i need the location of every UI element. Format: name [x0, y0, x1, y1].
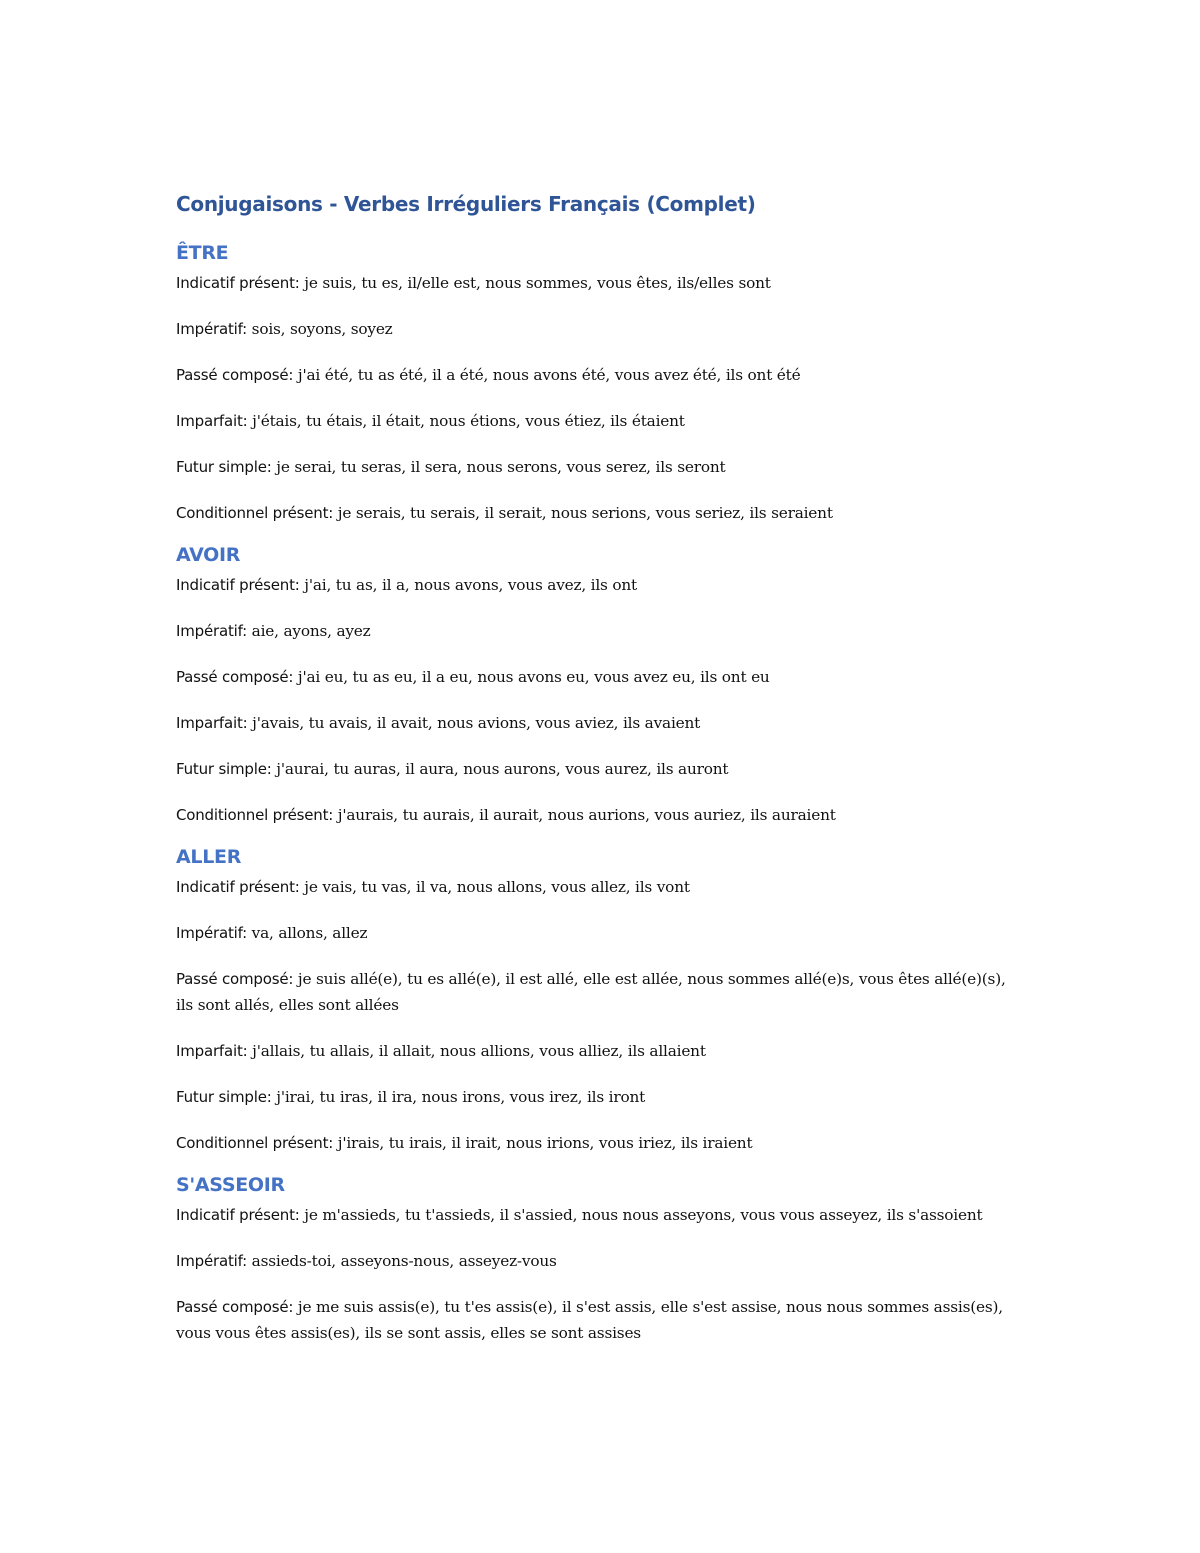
- tense-label: Indicatif présent:: [176, 878, 300, 896]
- verb-section-avoir: [176, 538, 1016, 828]
- verb-heading-avoir: AVOIR: [176, 544, 241, 566]
- document-title: Conjugaisons - Verbes Irréguliers Français (Complet): [176, 192, 756, 216]
- conjugation-text: j'irai, tu iras, il ira, nous irons, vous irez, ils iront: [271, 1088, 646, 1106]
- conjugation-text: j'étais, tu étais, il était, nous étions, vous étiez, ils étaient: [247, 412, 685, 430]
- conjugation-text: je suis, tu es, il/elle est, nous sommes, vous êtes, ils/elles sont: [299, 274, 771, 292]
- conjugation-line: [176, 618, 1016, 644]
- conjugation-text: je suis allé(e), tu es allé(e), il est allé, elle est allée, nous sommes allé(e)s, vous êtes allé(e)(s), ils sont allés, elles sont allées: [176, 970, 1006, 1014]
- tense-label: Impératif:: [176, 924, 247, 942]
- verb-section-etre: [176, 236, 1016, 526]
- conjugation-text: j'allais, tu allais, il allait, nous allions, vous alliez, ils allaient: [247, 1042, 706, 1060]
- conjugation-text: je vais, tu vas, il va, nous allons, vous allez, ils vont: [299, 878, 690, 896]
- conjugation-text: je m'assieds, tu t'assieds, il s'assied, nous nous asseyons, vous vous asseyez, ils s'assoient: [299, 1206, 983, 1224]
- conjugation-text: aie, ayons, ayez: [247, 622, 371, 640]
- tense-label: Indicatif présent:: [176, 1206, 300, 1224]
- document-page: [176, 186, 1016, 1358]
- tense-label: Conditionnel présent:: [176, 504, 334, 522]
- conjugation-line: [176, 362, 1016, 388]
- verb-heading-etre: ÊTRE: [176, 242, 229, 264]
- conjugation-line: [176, 710, 1016, 736]
- conjugation-line: [176, 572, 1016, 598]
- conjugation-line: [176, 802, 1016, 828]
- conjugation-text: sois, soyons, soyez: [247, 320, 393, 338]
- conjugation-line: [176, 1038, 1016, 1064]
- conjugation-line: [176, 920, 1016, 946]
- tense-label: Futur simple:: [176, 760, 272, 778]
- conjugation-text: je serais, tu serais, il serait, nous serions, vous seriez, ils seraient: [333, 504, 833, 522]
- conjugation-line: [176, 756, 1016, 782]
- conjugation-text: j'ai été, tu as été, il a été, nous avons été, vous avez été, ils ont été: [293, 366, 801, 384]
- tense-label: Passé composé:: [176, 366, 294, 384]
- conjugation-text: j'avais, tu avais, il avait, nous avions, vous aviez, ils avaient: [247, 714, 701, 732]
- conjugation-text: j'irais, tu irais, il irait, nous irions, vous iriez, ils iraient: [333, 1134, 753, 1152]
- tense-label: Futur simple:: [176, 1088, 272, 1106]
- conjugation-line: [176, 1202, 1016, 1228]
- tense-label: Futur simple:: [176, 458, 272, 476]
- conjugation-line: [176, 1248, 1016, 1274]
- conjugation-line: [176, 874, 1016, 900]
- verb-section-aller: [176, 840, 1016, 1156]
- tense-label: Conditionnel présent:: [176, 806, 334, 824]
- conjugation-text: j'aurai, tu auras, il aura, nous aurons, vous aurez, ils auront: [271, 760, 729, 778]
- tense-label: Passé composé:: [176, 668, 294, 686]
- tense-label: Impératif:: [176, 622, 247, 640]
- conjugation-text: assieds-toi, asseyons-nous, asseyez-vous: [247, 1252, 557, 1270]
- tense-label: Impératif:: [176, 320, 247, 338]
- conjugation-line: [176, 1130, 1016, 1156]
- conjugation-text: je me suis assis(e), tu t'es assis(e), il s'est assis, elle s'est assise, nous nous sommes assis(es), vous vous êtes assis(es), ils se sont assis, elles se sont assises: [176, 1298, 1003, 1342]
- tense-label: Passé composé:: [176, 1298, 294, 1316]
- tense-label: Imparfait:: [176, 714, 248, 732]
- conjugation-text: va, allons, allez: [247, 924, 368, 942]
- tense-label: Passé composé:: [176, 970, 294, 988]
- conjugation-text: j'aurais, tu aurais, il aurait, nous aurions, vous auriez, ils auraient: [333, 806, 836, 824]
- conjugation-line: [176, 664, 1016, 690]
- conjugation-line: [176, 270, 1016, 296]
- conjugation-text: je serai, tu seras, il sera, nous serons, vous serez, ils seront: [271, 458, 726, 476]
- tense-label: Imparfait:: [176, 412, 248, 430]
- conjugation-text: j'ai, tu as, il a, nous avons, vous avez, ils ont: [299, 576, 637, 594]
- conjugation-text: j'ai eu, tu as eu, il a eu, nous avons eu, vous avez eu, ils ont eu: [293, 668, 770, 686]
- conjugation-line: [176, 454, 1016, 480]
- conjugation-line: [176, 408, 1016, 434]
- tense-label: Conditionnel présent:: [176, 1134, 334, 1152]
- conjugation-line: [176, 500, 1016, 526]
- verb-section-sasseoir: [176, 1168, 1016, 1346]
- conjugation-line: [176, 1084, 1016, 1110]
- verb-heading-sasseoir: S'ASSEOIR: [176, 1174, 285, 1196]
- tense-label: Indicatif présent:: [176, 576, 300, 594]
- conjugation-line: [176, 966, 1016, 1018]
- tense-label: Imparfait:: [176, 1042, 248, 1060]
- tense-label: Impératif:: [176, 1252, 247, 1270]
- conjugation-line: [176, 316, 1016, 342]
- conjugation-line: [176, 1294, 1016, 1346]
- tense-label: Indicatif présent:: [176, 274, 300, 292]
- verb-heading-aller: ALLER: [176, 846, 242, 868]
